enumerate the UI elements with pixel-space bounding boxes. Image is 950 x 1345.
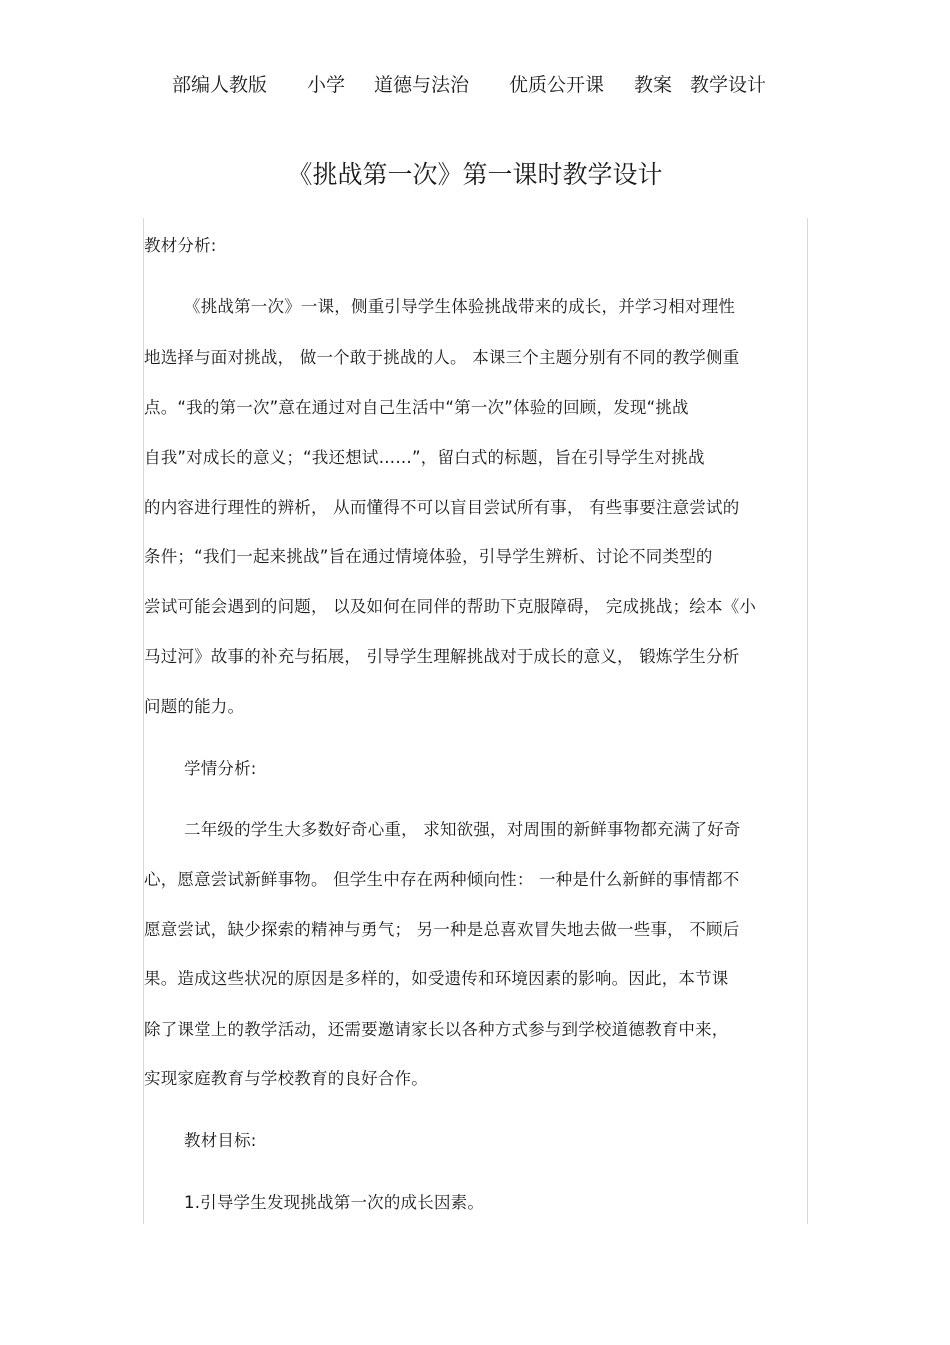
paragraph-line: 愿意尝试，缺少探索的精神与勇气； 另一种是总喜欢冒失地去做一些事， 不顾后	[144, 920, 740, 939]
paragraph-line: 《挑战第一次》一课，侧重引导学生体验挑战带来的成长，并学习相对理性	[184, 297, 736, 316]
header-category: 优质公开课	[509, 74, 605, 96]
header-type: 教案	[634, 74, 673, 96]
section-heading-goals: 教材目标:	[184, 1131, 257, 1150]
page-header	[0, 70, 950, 102]
goal-item: 1.引导学生发现挑战第一次的成长因素。	[184, 1193, 485, 1212]
header-level: 小学	[307, 74, 346, 96]
section-heading-student-analysis: 学情分析:	[184, 759, 257, 778]
header-design: 教学设计	[690, 74, 767, 96]
paragraph-line: 果。造成这些状况的原因是多样的，如受遗传和环境因素的影响。因此，本节课	[144, 969, 729, 988]
paragraph-line: 地选择与面对挑战， 做一个敢于挑战的人。 本课三个主题分别有不同的教学侧重	[144, 348, 740, 367]
paragraph-line: 除了课堂上的教学活动，还需要邀请家长以各种方式参与到学校道德教育中来，	[144, 1020, 729, 1039]
header-subject: 道德与法治	[374, 74, 470, 96]
paragraph-line: 的内容进行理性的辨析， 从而懂得不可以盲目尝试所有事， 有些事要注意尝试的	[144, 498, 740, 517]
paragraph-line: 问题的能力。	[144, 697, 245, 716]
paragraph-line: 自我”对成长的意义；“我还想试……”，留白式的标题，旨在引导学生对挑战	[144, 448, 705, 467]
paragraph-line: 马过河》故事的补充与拓展， 引导学生理解挑战对于成长的意义， 锻炼学生分析	[144, 647, 740, 666]
paragraph-line: 条件；“我们一起来挑战”旨在通过情境体验，引导学生辨析、讨论不同类型的	[144, 547, 713, 566]
paragraph-line: 点。“我的第一次”意在通过对自己生活中“第一次”体验的回顾，发现“挑战	[144, 398, 689, 417]
paragraph-line: 二年级的学生大多数好奇心重， 求知欲强，对周围的新鲜事物都充满了好奇	[184, 820, 741, 839]
paragraph-line: 心，愿意尝试新鲜事物。 但学生中存在两种倾向性： 一种是什么新鲜的事情都不	[144, 870, 740, 889]
paragraph-line: 尝试可能会遇到的问题， 以及如何在同伴的帮助下克服障碍， 完成挑战；绘本《小	[144, 597, 757, 616]
section-heading-textbook-analysis: 教材分析:	[144, 236, 217, 255]
paragraph-line: 实现家庭教育与学校教育的良好合作。	[144, 1069, 428, 1088]
document-title: 《挑战第一次》第一课时教学设计	[287, 160, 663, 189]
header-edition: 部编人教版	[172, 74, 268, 96]
